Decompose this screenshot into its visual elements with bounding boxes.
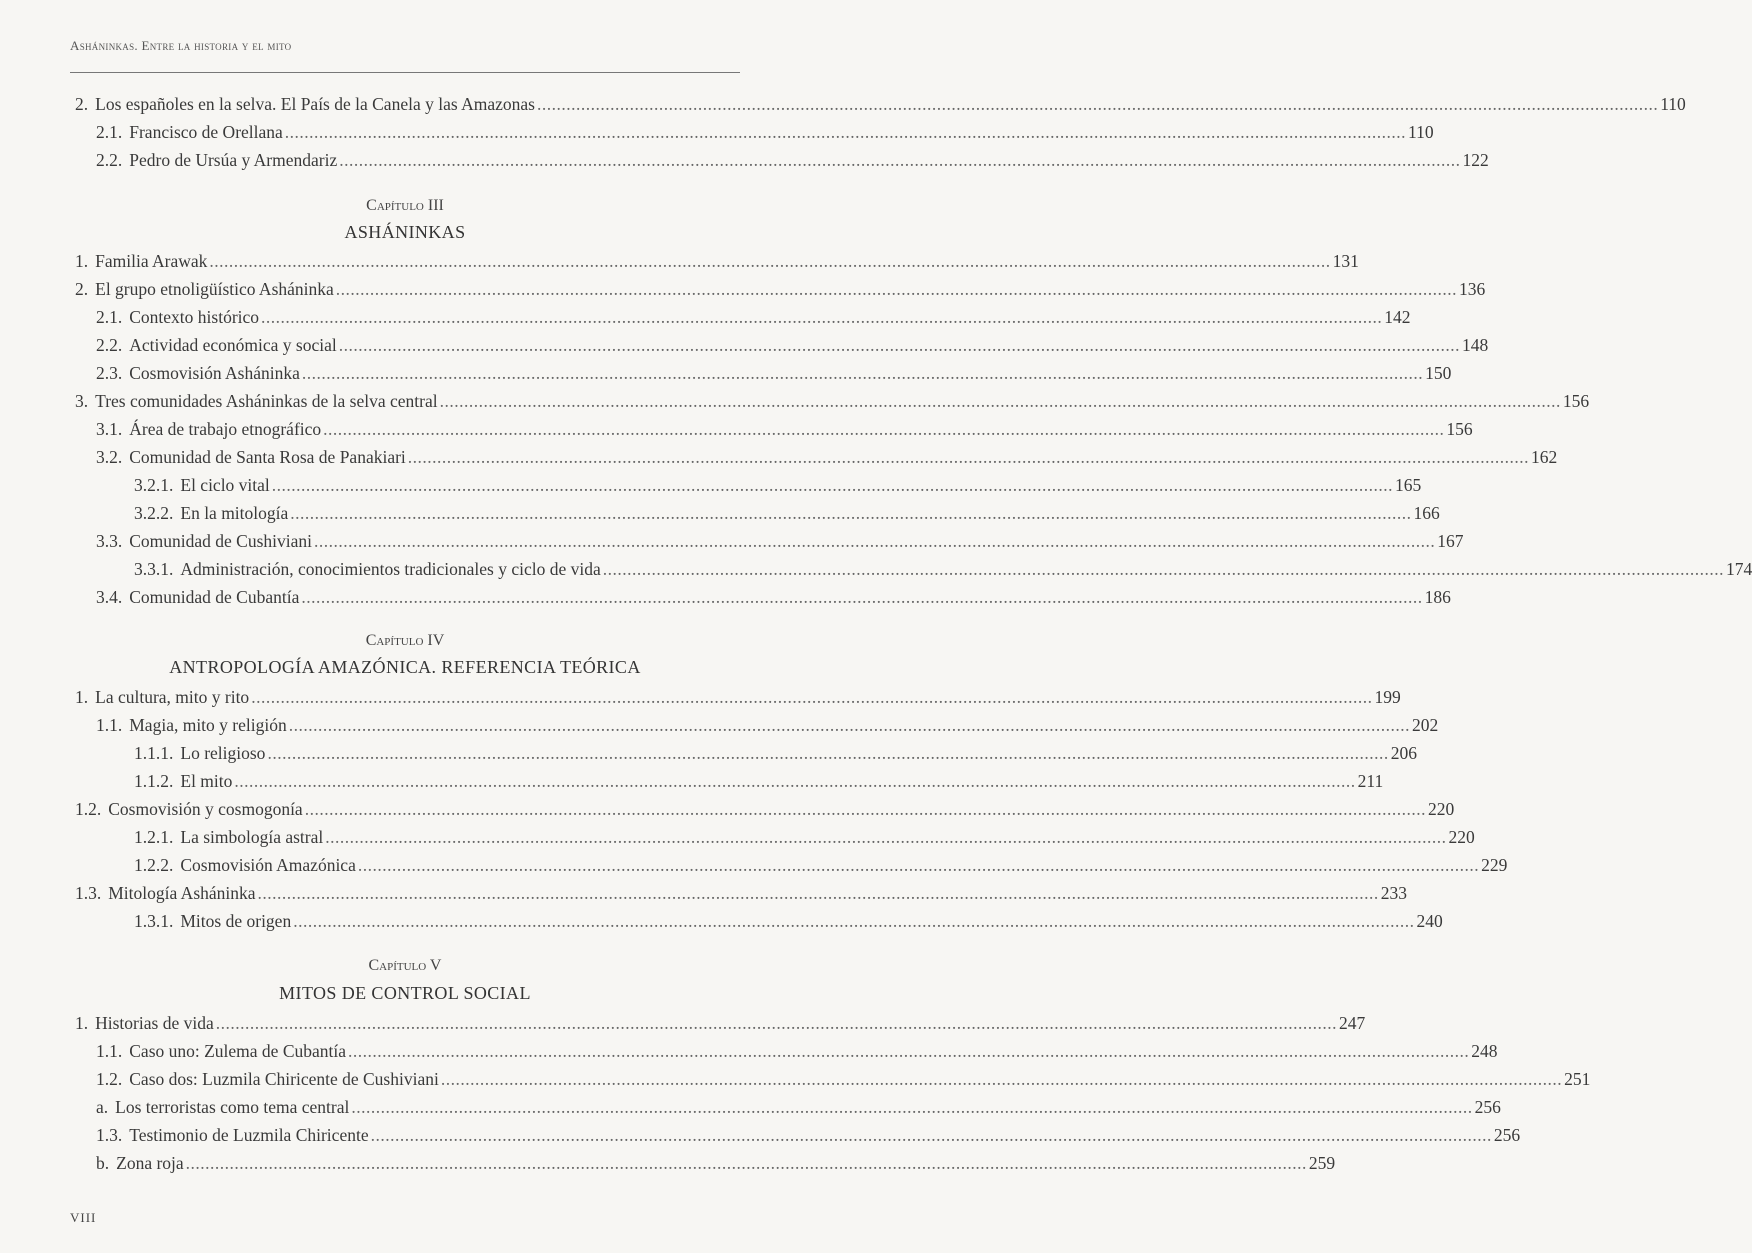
entry-number: 2.3. bbox=[96, 363, 123, 383]
entry-page: 256 bbox=[1474, 1097, 1501, 1117]
entry-title: Lo religioso bbox=[180, 743, 266, 763]
leader-dots bbox=[348, 1040, 1469, 1062]
toc-entry bbox=[0, 530, 1464, 552]
entry-number: 2. bbox=[75, 94, 89, 114]
toc-entry bbox=[0, 686, 1401, 708]
entry-number: 3. bbox=[75, 391, 89, 411]
toc-entry bbox=[0, 334, 1489, 356]
leader-dots bbox=[339, 149, 1460, 171]
entry-title: Mitos de origen bbox=[180, 911, 292, 931]
leader-dots bbox=[209, 250, 1330, 272]
entry-title: Comunidad de Cushiviani bbox=[129, 531, 313, 551]
entry-number: 1.2.2. bbox=[134, 855, 174, 875]
entry-title: Familia Arawak bbox=[95, 251, 208, 271]
entry-number: 3.1. bbox=[96, 419, 123, 439]
entry-number: 3.3. bbox=[96, 531, 123, 551]
leader-dots bbox=[408, 446, 1529, 468]
entry-page: 162 bbox=[1531, 447, 1558, 467]
entry-page: 251 bbox=[1564, 1069, 1591, 1089]
toc-entry bbox=[0, 418, 1473, 440]
leader-dots bbox=[290, 502, 1411, 524]
toc-entry bbox=[0, 390, 1590, 412]
entry-number: 3.4. bbox=[96, 587, 123, 607]
toc-entry bbox=[0, 250, 1359, 272]
leader-dots bbox=[339, 334, 1460, 356]
toc-entry bbox=[0, 770, 1384, 792]
entry-page: 256 bbox=[1493, 1125, 1521, 1145]
entry-title: Pedro de Ursúa y Armendariz bbox=[129, 150, 338, 170]
entry-page: 150 bbox=[1425, 363, 1452, 383]
entry-number: 3.2. bbox=[96, 447, 123, 467]
entry-title: Cosmovisión Asháninka bbox=[129, 363, 300, 383]
entry-page: 110 bbox=[1408, 122, 1434, 142]
entry-number: 3.2.1. bbox=[134, 475, 174, 495]
entry-page: 136 bbox=[1459, 279, 1486, 299]
entry-page: 148 bbox=[1462, 335, 1489, 355]
entry-title: Historias de vida bbox=[95, 1013, 214, 1033]
chapter-label: Capítulo III bbox=[366, 197, 444, 214]
leader-dots bbox=[216, 1012, 1337, 1034]
entry-number: b. bbox=[96, 1153, 110, 1173]
toc-entry bbox=[0, 1040, 1498, 1062]
entry-title: El grupo etnoligüístico Asháninka bbox=[95, 279, 334, 299]
entry-page: 248 bbox=[1471, 1041, 1498, 1061]
toc-entry bbox=[0, 798, 1455, 820]
entry-page: 142 bbox=[1384, 307, 1411, 327]
toc-entry bbox=[0, 910, 1443, 932]
entry-number: 2.2. bbox=[96, 335, 123, 355]
entry-number: 3.2.2. bbox=[134, 503, 174, 523]
entry-title: Zona roja bbox=[116, 1153, 184, 1173]
entry-title: La cultura, mito y rito bbox=[95, 687, 250, 707]
entry-page: 131 bbox=[1332, 251, 1359, 271]
entry-page: 166 bbox=[1413, 503, 1440, 523]
chapter-title: ANTROPOLOGÍA AMAZÓNICA. REFERENCIA TEÓRICA bbox=[169, 657, 641, 677]
leader-dots bbox=[289, 714, 1410, 736]
toc-entry bbox=[0, 1152, 1336, 1174]
entry-title: Área de trabajo etnográfico bbox=[129, 419, 322, 439]
leader-dots bbox=[351, 1096, 1472, 1118]
toc-entry bbox=[0, 278, 1486, 300]
entry-page: 259 bbox=[1308, 1153, 1336, 1173]
entry-title: Francisco de Orellana bbox=[129, 122, 283, 142]
entry-title: Mitología Asháninka bbox=[108, 883, 256, 903]
header-rule bbox=[70, 72, 740, 73]
entry-number: 2.2. bbox=[96, 150, 123, 170]
entry-number: 1.3.1. bbox=[134, 911, 174, 931]
toc-entry bbox=[0, 714, 1439, 736]
toc-entry bbox=[0, 362, 1452, 384]
entry-page: 174 bbox=[1726, 559, 1752, 579]
entry-title: En la mitología bbox=[180, 503, 289, 523]
entry-title: Caso uno: Zulema de Cubantía bbox=[129, 1041, 347, 1061]
entry-title: Caso dos: Luzmila Chiricente de Cushiviani bbox=[129, 1069, 439, 1089]
entry-number: 1.1. bbox=[96, 715, 123, 735]
entry-number: 1. bbox=[75, 687, 89, 707]
entry-page: 220 bbox=[1448, 827, 1475, 847]
toc-entry bbox=[0, 1124, 1521, 1146]
entry-page: 199 bbox=[1374, 687, 1401, 707]
entry-page: 206 bbox=[1390, 743, 1417, 763]
page-number: VIII bbox=[70, 1210, 97, 1225]
entry-page: 220 bbox=[1427, 799, 1455, 819]
leader-dots bbox=[325, 826, 1446, 848]
leader-dots bbox=[603, 558, 1724, 580]
entry-number: 1.1.2. bbox=[134, 771, 174, 791]
toc-entry bbox=[0, 502, 1440, 524]
entry-title: Comunidad de Cubantía bbox=[129, 587, 300, 607]
entry-page: 186 bbox=[1424, 587, 1451, 607]
toc-entry bbox=[0, 446, 1558, 468]
entry-number: 1. bbox=[75, 251, 89, 271]
entry-number: 1.2. bbox=[96, 1069, 123, 1089]
entry-title: Cosmovisión Amazónica bbox=[180, 855, 356, 875]
entry-title: Testimonio de Luzmila Chiricente bbox=[129, 1125, 369, 1145]
entry-title: Tres comunidades Asháninkas de la selva central bbox=[95, 391, 438, 411]
toc-entry bbox=[0, 1096, 1501, 1118]
entry-title: Los terroristas como tema central bbox=[115, 1097, 350, 1117]
toc-entry bbox=[0, 1068, 1591, 1090]
entry-title: El mito bbox=[180, 771, 233, 791]
toc-entry bbox=[0, 854, 1508, 876]
leader-dots bbox=[267, 742, 1388, 764]
entry-number: 1. bbox=[75, 1013, 89, 1033]
entry-number: 1.3. bbox=[75, 883, 102, 903]
entry-number: 2.1. bbox=[96, 122, 123, 142]
entry-title: El ciclo vital bbox=[180, 475, 270, 495]
entry-title: Cosmovisión y cosmogonía bbox=[108, 799, 303, 819]
entry-title: Administración, conocimientos tradicionales y ciclo de vida bbox=[180, 559, 601, 579]
entry-page: 156 bbox=[1446, 419, 1473, 439]
entry-number: 1.2.1. bbox=[134, 827, 174, 847]
entry-page: 211 bbox=[1357, 771, 1384, 791]
toc-entry bbox=[0, 742, 1417, 764]
chapter-title: MITOS DE CONTROL SOCIAL bbox=[279, 983, 531, 1003]
leader-dots bbox=[537, 93, 1658, 115]
leader-dots bbox=[336, 278, 1457, 300]
entry-page: 165 bbox=[1395, 475, 1422, 495]
entry-page: 247 bbox=[1338, 1013, 1366, 1033]
entry-number: 1.3. bbox=[96, 1125, 123, 1145]
leader-dots bbox=[186, 1152, 1307, 1174]
leader-dots bbox=[441, 1068, 1562, 1090]
entry-page: 240 bbox=[1416, 911, 1443, 931]
leader-dots bbox=[272, 474, 1393, 496]
leader-dots bbox=[293, 910, 1414, 932]
toc-entry bbox=[0, 1012, 1366, 1034]
entry-page: 202 bbox=[1411, 715, 1439, 735]
toc-entry bbox=[0, 474, 1422, 496]
toc-entry bbox=[0, 121, 1434, 143]
entry-title: Los españoles en la selva. El País de la Canela y las Amazonas bbox=[95, 94, 535, 114]
toc-entry bbox=[0, 826, 1475, 848]
entry-title: La simbología astral bbox=[180, 827, 324, 847]
entry-page: 122 bbox=[1462, 150, 1489, 170]
entry-number: 2. bbox=[75, 279, 89, 299]
toc-entry bbox=[0, 882, 1408, 904]
entry-number: 1.1. bbox=[96, 1041, 123, 1061]
toc-entry bbox=[0, 149, 1489, 171]
leader-dots bbox=[285, 121, 1406, 143]
entry-number: 1.1.1. bbox=[134, 743, 174, 763]
toc-entry bbox=[0, 586, 1451, 608]
leader-dots bbox=[301, 586, 1422, 608]
entry-number: a. bbox=[96, 1097, 109, 1117]
leader-dots bbox=[371, 1124, 1492, 1146]
leader-dots bbox=[323, 418, 1444, 440]
chapter-label: Capítulo IV bbox=[365, 632, 445, 649]
entry-number: 2.1. bbox=[96, 307, 123, 327]
entry-page: 167 bbox=[1437, 531, 1464, 551]
entry-page: 233 bbox=[1380, 883, 1408, 903]
leader-dots bbox=[261, 306, 1382, 328]
entry-title: Contexto histórico bbox=[129, 307, 260, 327]
entry-title: Magia, mito y religión bbox=[129, 715, 287, 735]
entry-number: 3.3.1. bbox=[134, 559, 174, 579]
running-head: Asháninkas. Entre la historia y el mito bbox=[70, 38, 292, 53]
leader-dots bbox=[305, 798, 1426, 820]
entry-page: 156 bbox=[1562, 391, 1590, 411]
entry-title: Actividad económica y social bbox=[129, 335, 337, 355]
toc-entry bbox=[0, 93, 1686, 115]
entry-title: Comunidad de Santa Rosa de Panakiari bbox=[129, 447, 406, 467]
leader-dots bbox=[440, 390, 1561, 412]
leader-dots bbox=[234, 770, 1355, 792]
leader-dots bbox=[314, 530, 1435, 552]
leader-dots bbox=[251, 686, 1372, 708]
chapter-title: ASHÁNINKAS bbox=[344, 222, 466, 242]
leader-dots bbox=[302, 362, 1423, 384]
toc-entry bbox=[0, 306, 1411, 328]
chapter-label: Capítulo V bbox=[368, 957, 442, 974]
leader-dots bbox=[358, 854, 1479, 876]
entry-page: 110 bbox=[1660, 94, 1686, 114]
entry-number: 1.2. bbox=[75, 799, 102, 819]
leader-dots bbox=[258, 882, 1379, 904]
toc-entry bbox=[0, 558, 1752, 580]
entry-page: 229 bbox=[1481, 855, 1508, 875]
